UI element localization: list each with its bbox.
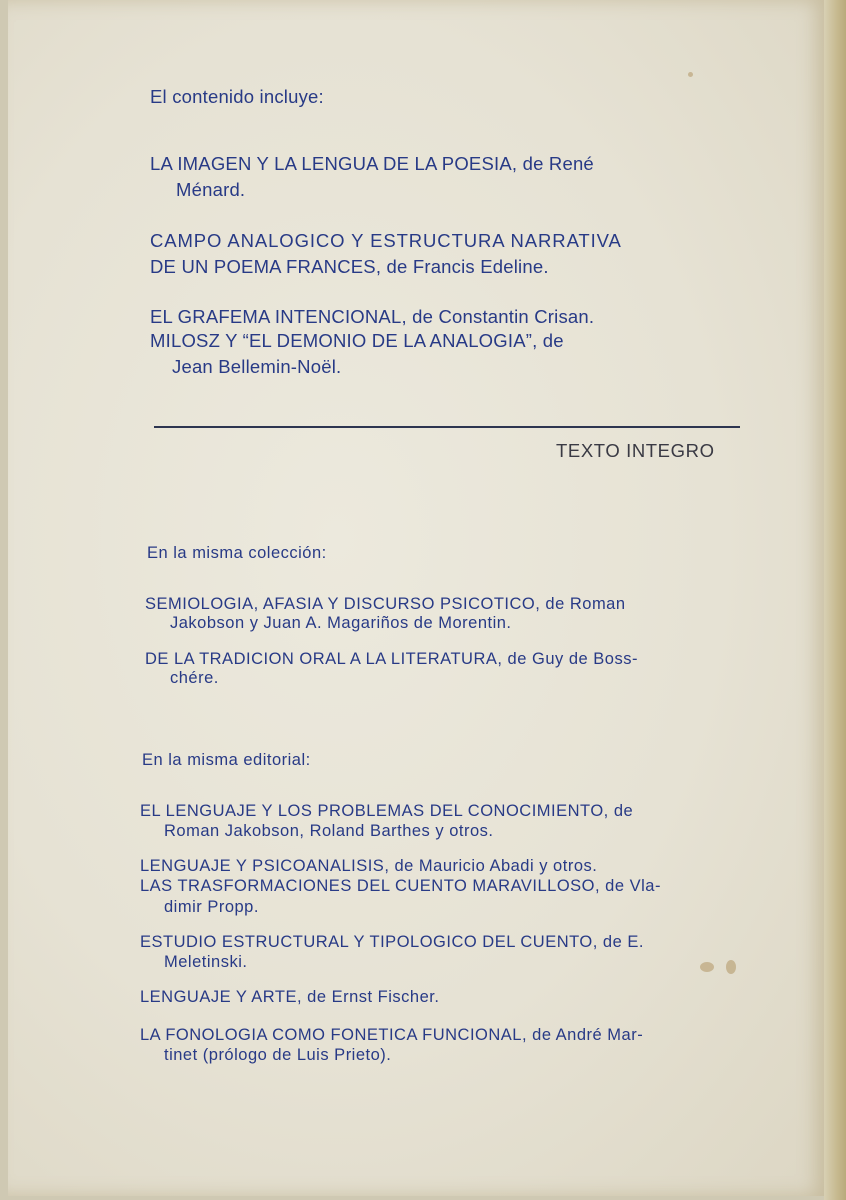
texto-integro-label: TEXTO INTEGRO — [556, 440, 715, 461]
contents-item-4-line-1: MILOSZ Y “EL DEMONIO DE LA ANALOGIA”, de — [150, 330, 564, 351]
editorial-item-6-line-2: tinet (prólogo de Luis Prieto). — [164, 1046, 392, 1064]
editorial-item-6-line-1: LA FONOLOGIA COMO FONETICA FUNCIONAL, de André Mar- — [140, 1026, 644, 1044]
editorial-item-3-line-2: dimir Propp. — [164, 898, 259, 916]
editorial-item-2-line-1: LENGUAJE Y PSICOANALISIS, de Mauricio Abadi y otros. — [140, 857, 598, 875]
coleccion-item-2-line-2: chére. — [170, 669, 219, 687]
editorial-item-1-line-1: EL LENGUAJE Y LOS PROBLEMAS DEL CONOCIMIENTO, de — [140, 802, 634, 820]
contents-item-1-line-2: Ménard. — [176, 179, 246, 200]
editorial-item-3-line-1: LAS TRASFORMACIONES DEL CUENTO MARAVILLOSO, de Vla- — [140, 877, 661, 895]
contents-item-2-line-1: CAMPO ANALOGICO Y ESTRUCTURA NARRATIVA — [150, 230, 622, 251]
book-back-cover — [8, 0, 830, 1196]
editorial-heading: En la misma editorial: — [142, 751, 311, 769]
coleccion-item-1-line-1: SEMIOLOGIA, AFASIA Y DISCURSO PSICOTICO, de Roman — [145, 595, 626, 613]
stain-mark — [700, 962, 714, 972]
coleccion-item-1-line-2: Jakobson y Juan A. Magariños de Morentin. — [170, 614, 512, 632]
contents-item-4-line-2: Jean Bellemin-Noël. — [172, 356, 342, 377]
stain-mark — [726, 960, 736, 974]
coleccion-heading: En la misma colección: — [147, 544, 327, 562]
editorial-item-4-line-2: Meletinski. — [164, 953, 248, 971]
coleccion-item-2-line-1: DE LA TRADICION ORAL A LA LITERATURA, de Guy de Boss- — [145, 650, 638, 668]
horizontal-rule — [154, 426, 740, 428]
editorial-item-5-line-1: LENGUAJE Y ARTE, de Ernst Fischer. — [140, 988, 440, 1006]
contents-item-1-line-1: LA IMAGEN Y LA LENGUA DE LA POESIA, de René — [150, 153, 594, 174]
page-edge — [824, 0, 846, 1200]
contents-heading: El contenido incluye: — [150, 86, 324, 107]
editorial-item-4-line-1: ESTUDIO ESTRUCTURAL Y TIPOLOGICO DEL CUENTO, de E. — [140, 933, 644, 951]
editorial-item-1-line-2: Roman Jakobson, Roland Barthes y otros. — [164, 822, 494, 840]
contents-item-3-line-1: EL GRAFEMA INTENCIONAL, de Constantin Crisan. — [150, 306, 595, 327]
contents-item-2-line-2: DE UN POEMA FRANCES, de Francis Edeline. — [150, 256, 549, 277]
stain-mark — [688, 72, 693, 77]
